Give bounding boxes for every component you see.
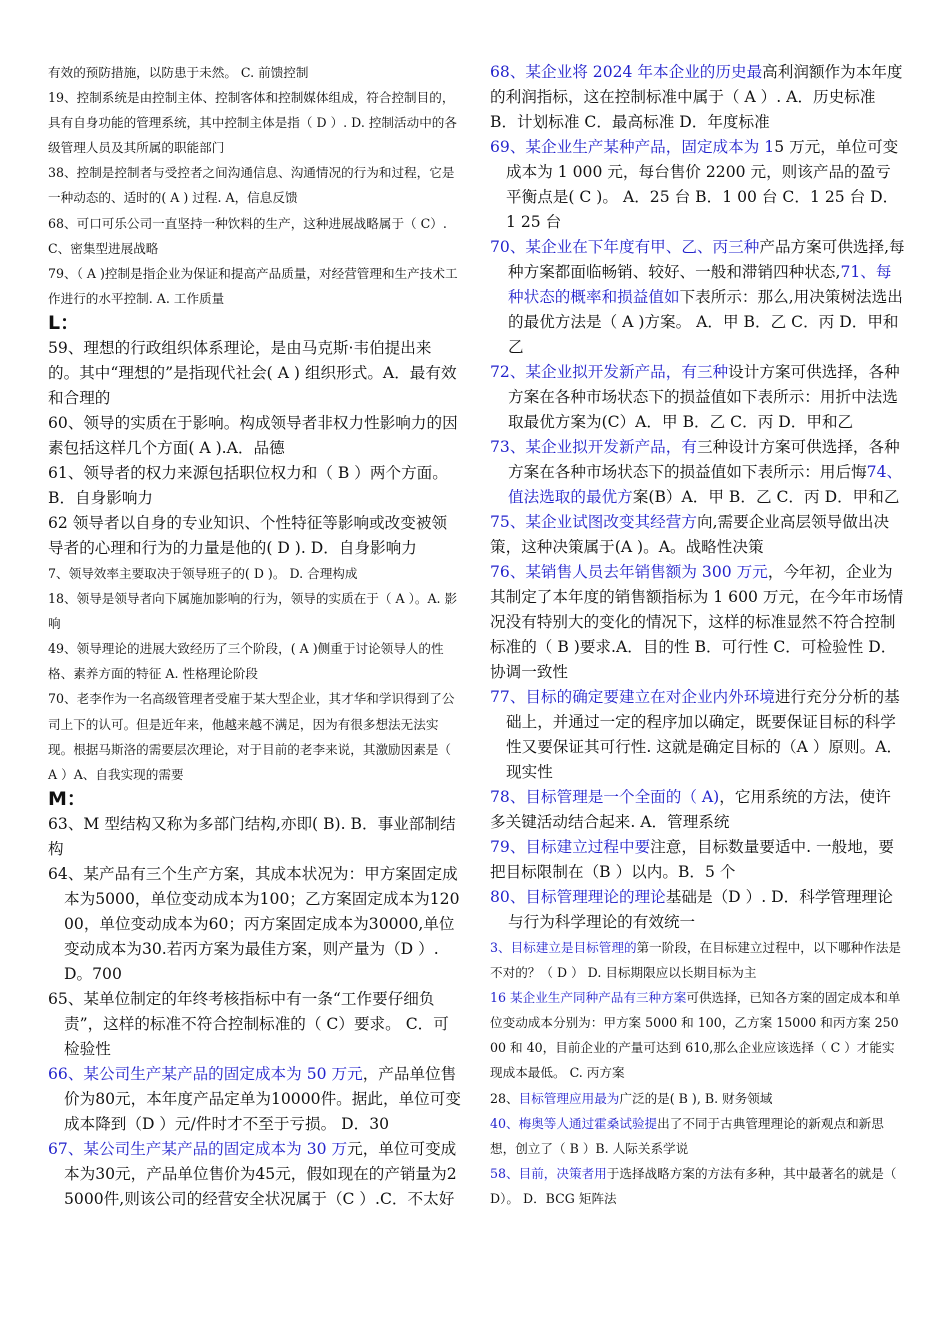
question-73-highlight: 73、某企业拟开发新产品，有 (490, 438, 697, 456)
question-59: 59、理想的行政组织体系理论，是由马克斯·韦伯提出来的。其中“理想的”是指现代社会( A ) 组织形式。A．最有效和合理的 (48, 338, 457, 407)
question-28 (490, 1086, 906, 1111)
question-77-text: 进行充分分析的基础上，并通过一定的程序加以确定，既要保证目标的科学性又要保证其可行性. 这就是确定目标的（A ）原则。A．现实性 (506, 688, 903, 781)
question-70l: 70、老李作为一名高级管理者受雇于某大型企业，其才华和学识得到了公司上下的认可。但是近年来，他越来越不满足，因为有很多想法无法实现。根据马斯洛的需要层次理论，对于目前的老李来说，其激励因素是（ A ）A、自我实现的需要 (48, 691, 455, 782)
question-58-text: 于选择战略方案的方法有多种，其中最著名的就是（ D）。 D．BCG 矩阵法 (490, 1165, 897, 1206)
question-69-text: 5 万元，单位可变成本为 1 000 元，每台售价 2200 元，则该产品的盈亏平衡点是( C )。 A．25 台 B．1 00 台 C．1 25 台 D．1 25 台 (506, 138, 899, 231)
question-76-text: ，今年初，企业为其制定了本年度的销售额指标为 1 600 万元，在今年市场情况没有特别大的变化的情况下，这样的标准显然不符合控制标准的（ B )要求.A．目的性 B．可行性 C．可检验性 D．协调一致性 (490, 563, 904, 681)
question-78 (490, 785, 906, 835)
question-67-highlight: 67、某公司生产某产品的固定成本为 30 万 (48, 1139, 348, 1158)
question-62: 62 领导者以自身的专业知识、个性特征等影响或改变被领导者的心理和行为的力量是他的( D ). D．自身影响力 (48, 513, 448, 557)
question-75-text: 向,需要企业高层领导做出决策，这种决策属于(A )。A。战略性决策 (490, 513, 890, 556)
question-18: 18、领导是领导者向下属施加影响的行为，领导的实质在于（ A ）。A. 影响 (48, 591, 458, 632)
question-65: 65、某单位制定的年终考核指标中有一条“工作要仔细负责”，这样的标准不符合控制标准的（ C）要求。 C．可检验性 (48, 989, 449, 1058)
question-16 (490, 985, 906, 1085)
question-58-highlight: 58、目前，决策者用 (490, 1165, 607, 1181)
question-74-text: 案(B）A．甲 B．乙 C．丙 D．甲和乙 (632, 488, 900, 506)
question-72 (490, 360, 906, 435)
question-40 (490, 1111, 906, 1161)
question-63: 63、M 型结构又称为多部门结构,亦即( B). B．事业部制结构 (48, 814, 456, 858)
question-75-highlight: 75、某企业试图改变其经营方 (490, 513, 697, 531)
question-3 (490, 935, 906, 985)
question-77-highlight: 77、目标的确定要建立在对企业内外环境 (490, 688, 775, 706)
question-79c: 79、（ A )控制是指企业为保证和提高产品质量，对经营管理和生产技术工作进行的水平控制. A. 工作质量 (48, 265, 458, 306)
question-79 (490, 835, 906, 885)
question-69 (490, 135, 906, 235)
question-3-highlight: 3、目标建立是目标管理的 (490, 940, 637, 955)
question-74-highlight: 74、值法选取的最优方 (508, 463, 903, 506)
question-3-text: 第一阶段，在目标建立过程中，以下哪种作法是不对的？（ D ） D. 目标期限应以长期目标为主 (490, 940, 902, 981)
question-79-text: 注意，目标数量要适中. 一般地，要把目标限制在（B ）以内。B．5 个 (490, 838, 895, 881)
section-heading-m: M： (48, 787, 86, 810)
left-column (48, 60, 462, 1212)
question-58 (490, 1161, 906, 1211)
question-70-text: 产品方案可供选择,每种方案都面临畅销、较好、一般和滞销四种状态, (508, 238, 905, 281)
section-heading-l: L： (48, 311, 80, 334)
question-72-text: 设计方案可供选择，各种方案在各种市场状态下的损益值如下表所示：用折中法选取最优方案为(C）A．甲 B．乙 C．丙 D．甲和乙 (508, 363, 900, 431)
question-71-highlight: 71、每种状态的概率和损益值如 (508, 263, 892, 306)
question-66-highlight: 66、某公司生产某产品的固定成本为 50 万元 (48, 1064, 363, 1083)
question-66-text: ，产品单位售价为80元，本年度产品定单为10000件。据此，单位可变成本降到（D ）元/件时才不至于亏损。 D．30 (64, 1064, 461, 1133)
question-68-highlight: 68、某企业将 2024 年本企业的历史最 (490, 63, 763, 81)
question-76-highlight: 76、某销售人员去年销售额为 300 万元 (490, 563, 768, 581)
question-71-text: 下表所示：那么,用决策树法选出的最优方法是（ A )方案。 A．甲 B．乙 C．丙 D．甲和乙 (508, 288, 903, 356)
question-67 (48, 1137, 462, 1212)
question-79-highlight: 79、目标建立过程中要 (490, 838, 651, 856)
question-66 (48, 1062, 462, 1137)
question-38: 38、控制是控制者与受控者之间沟通信息、沟通情况的行为和过程，它是一种动态的、适时的( A ) 过程. A，信息反馈 (48, 165, 455, 206)
question-68-text: 高利润额作为本年度的利润指标，这在控制标准中属于（ A ）. A．历史标准 B．计划标准 C．最高标准 D．年度标准 (490, 63, 903, 131)
question-40-text: 出了不同于古典管理理论的新观点和新思想，创立了（ B ）B. 人际关系学说 (490, 1115, 884, 1156)
question-16-highlight: 16 某企业生产同种产品有三种方案 (490, 990, 687, 1006)
question-80-highlight: 80、目标管理理论的理论 (490, 888, 666, 906)
question-73-text: 三种设计方案可供选择，各种方案在各种市场状态下的损益值如下表所示：用后悔 (508, 438, 900, 481)
question-78-text: ，它用系统的方法，使许多关键活动结合起来. A．管理系统 (490, 788, 891, 831)
question-80-text: 基础是（D ）. D．科学管理理论与行为科学理论的有效统一 (508, 888, 893, 931)
question-64: 64、某产品有三个生产方案，其成本状况为：甲方案固定成本为5000，单位变动成本为100；乙方案固定成本为12000，单位变动成本为60；丙方案固定成本为30000,单位变动成本为30.若丙方案为最佳方案，则产量为（D ）. D。700 (48, 864, 460, 983)
question-19: 19、控制系统是由控制主体、控制客体和控制媒体组成，符合控制目的，具有自身功能的管理系统，其中控制主体是指（ D ）. D. 控制活动中的各级管理人员及其所属的职能部门 (48, 90, 457, 156)
question-40-highlight: 40、梅奥等人通过霍桑试验提 (490, 1115, 658, 1131)
paragraph-c-tail: 有效的预防措施，以防患于未然。 C. 前馈控制 (48, 65, 309, 80)
question-80 (490, 885, 906, 935)
question-72-highlight: 72、某企业拟开发新产品，有三种 (490, 363, 729, 381)
question-73-74 (490, 435, 906, 510)
question-28-highlight: 目标管理应用最为 (518, 1090, 620, 1106)
question-77 (490, 685, 906, 785)
right-column (490, 60, 906, 1211)
question-61: 61、领导者的权力来源包括职位权力和（ B ）两个方面。 B．自身影响力 (48, 463, 448, 507)
question-67-text: 元，单位可变成本为30元，产品单位售价为45元，假如现在的产销量为25000件,则该公司的经营安全状况属于（C ）.C．不太好 (64, 1139, 457, 1208)
question-60: 60、领导的实质在于影响。构成领导者非权力性影响力的因素包括这样几个方面( A ).A．品德 (48, 413, 458, 457)
question-68c: 68、可口可乐公司一直坚持一种饮料的生产，这种进展战略属于（ C）.C、密集型进展战略 (48, 215, 447, 256)
question-70-71 (490, 235, 906, 360)
question-75 (490, 510, 906, 560)
question-28-number: 28、 (490, 1090, 519, 1106)
question-68 (490, 60, 906, 135)
question-69-highlight: 69、某企业生产某种产品，固定成本为 1 (490, 138, 775, 156)
question-7: 7、领导效率主要取决于领导班子的( D )。 D. 合理构成 (48, 565, 358, 581)
question-70-highlight: 70、某企业在下年度有甲、乙、丙三种 (490, 238, 760, 256)
question-16-text: 可供选择，已知各方案的固定成本和单位变动成本分别为：甲方案 5000 和 100，乙方案 15000 和丙方案 25000 和 40，目前企业的产量可达到 610,那么企业应该选择（ C ）才能实现成本最低。 C. 丙方案 (490, 990, 901, 1081)
question-76 (490, 560, 906, 685)
question-28-text: 广泛的是( B ), B. 财务领域 (619, 1090, 773, 1106)
question-78-highlight: 78、目标管理是一个全面的（ A) (490, 788, 720, 806)
question-49: 49、领导理论的进展大致经历了三个阶段，( A )侧重于讨论领导人的性格、素养方面的特征 A. 性格理论阶段 (48, 641, 444, 682)
